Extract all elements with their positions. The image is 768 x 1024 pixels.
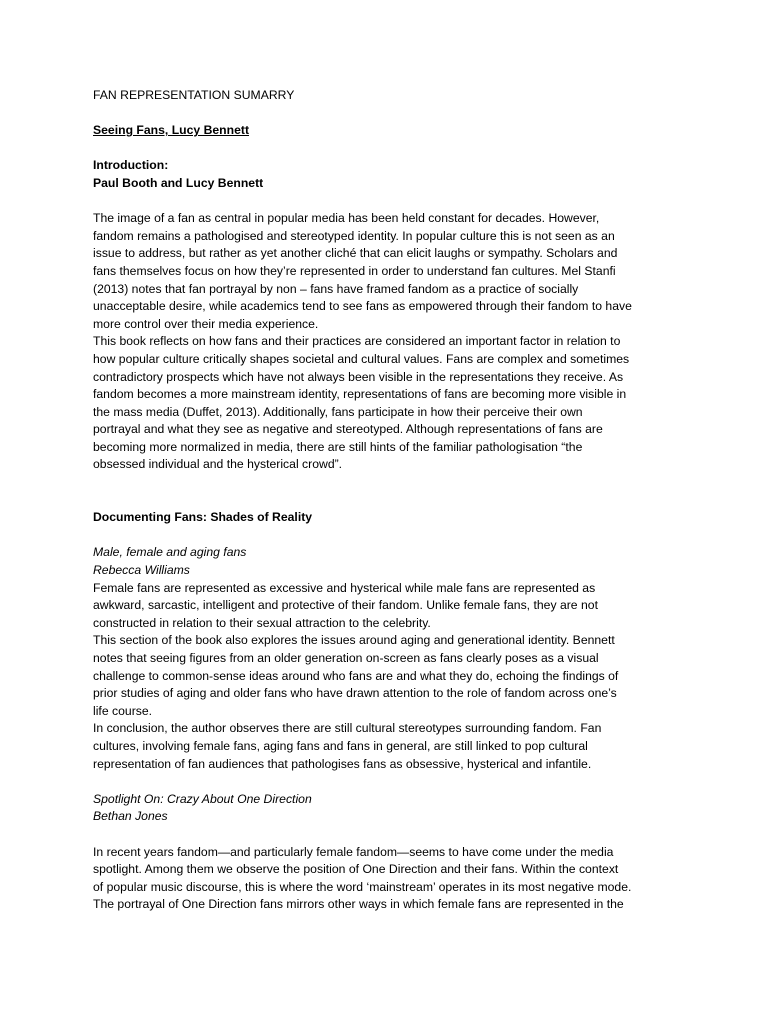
section-heading: Documenting Fans: Shades of Reality — [93, 510, 313, 525]
paragraph-line: contradictory prospects which have not always been visible in the representations they receive. As — [93, 369, 624, 384]
chapter-body — [93, 580, 675, 774]
paragraph-line: how popular culture critically shapes societal and cultural values. Fans are complex and sometimes — [93, 351, 630, 366]
paragraph-line: prior studies of aging and older fans who have drawn attention to the role of fandom across one’s — [93, 686, 617, 701]
book-heading: Seeing Fans, Lucy Bennett — [93, 123, 250, 138]
paragraph-line: constructed in relation to their sexual attraction to the celebrity. — [93, 615, 431, 630]
paragraph-line: In conclusion, the author observes there are still cultural stereotypes surrounding fandom. Fan — [93, 721, 602, 736]
paragraph-line: Female fans are represented as excessive and hysterical while male fans are represented as — [93, 580, 596, 595]
paragraph-line: In recent years fandom—and particularly female fandom—seems to have come under the media — [93, 844, 614, 859]
paragraph-line: fans themselves focus on how they’re represented in order to understand fan cultures. Mel Stanfi — [93, 263, 616, 278]
paragraph-line: life course. — [93, 703, 153, 718]
paragraph-line: The portrayal of One Direction fans mirrors other ways in which female fans are represented in the — [93, 897, 624, 912]
paragraph-line: of popular music discourse, this is where the word ‘mainstream’ operates in its most negative mode. — [93, 879, 632, 894]
paragraph-line: (2013) notes that fan portrayal by non – fans have framed fandom as a practice of socially — [93, 281, 579, 296]
chapter-body — [93, 844, 675, 914]
introduction-body — [93, 210, 675, 474]
paragraph-line: challenge to common-sense ideas around who fans are and what they do, echoing the findings of — [93, 668, 619, 683]
introduction-heading: Introduction: — [93, 158, 169, 173]
paragraph-line: cultures, involving female fans, aging fans and fans in general, are still linked to pop cultural — [93, 738, 588, 753]
paragraph-line: fandom becomes a more mainstream identity, representations of fans are becoming more visible in — [93, 387, 627, 402]
paragraph-line: more control over their media experience. — [93, 316, 319, 331]
chapter-author: Rebecca Williams — [93, 563, 190, 578]
paragraph-line: representation of fan audiences that pathologises fans as obsessive, hysterical and infantile. — [93, 756, 592, 771]
paragraph-line: This book reflects on how fans and their practices are considered an important factor in relation to — [93, 334, 621, 349]
paragraph-line: notes that seeing figures from an older generation on-screen as fans clearly poses as a visual — [93, 651, 599, 665]
chapter-author: Bethan Jones — [93, 809, 168, 824]
paragraph-line: awkward, sarcastic, intelligent and protective of their fandom. Unlike female fans, they are not — [93, 598, 598, 613]
paragraph-line: becoming more normalized in media, there are still hints of the familiar pathologisation “the — [93, 439, 583, 454]
document-title: FAN REPRESENTATION SUMARRY — [93, 88, 295, 102]
paragraph-line: the mass media (Duffet, 2013). Additionally, fans participate in how their perceive their own — [93, 404, 583, 419]
paragraph-line: unacceptable desire, while academics tend to see fans as empowered through their fandom to have — [93, 299, 632, 314]
paragraph-line: The image of a fan as central in popular media has been held constant for decades. However, — [93, 211, 600, 226]
paragraph-line: spotlight. Among them we observe the position of One Direction and their fans. Within the context — [93, 862, 619, 877]
document-page — [93, 87, 675, 914]
paragraph-line: issue to address, but rather as yet another cliché that can elicit laughs or sympathy. Scholars and — [93, 246, 618, 261]
paragraph-line: fandom remains a pathologised and stereotyped identity. In popular culture this is not seen as an — [93, 228, 615, 243]
paragraph-line: This section of the book also explores the issues around aging and generational identity. Bennett — [93, 633, 615, 648]
paragraph-line: obsessed individual and the hysterical crowd”. — [93, 457, 343, 472]
chapter-title: Male, female and aging fans — [93, 545, 247, 560]
introduction-authors: Paul Booth and Lucy Bennett — [93, 175, 264, 190]
paragraph-line: portrayal and what they see as negative and stereotyped. Although representations of fans are — [93, 422, 603, 437]
chapter-title: Spotlight On: Crazy About One Direction — [93, 791, 312, 806]
